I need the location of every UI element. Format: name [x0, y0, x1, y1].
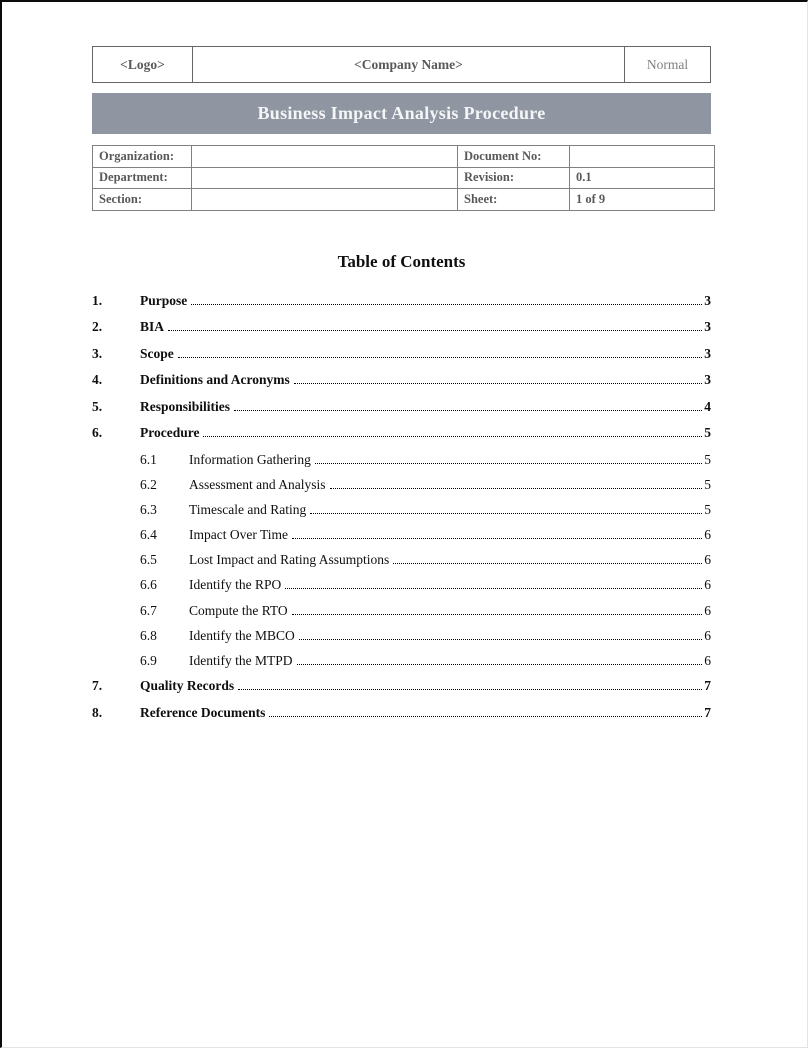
toc-entry-label: Identify the MTPD — [189, 653, 293, 668]
toc-list — [92, 288, 711, 727]
toc-dot-leader — [297, 664, 703, 665]
toc-entry-number: 6.6 — [140, 577, 157, 593]
toc-entry-number: 6.7 — [140, 602, 157, 618]
toc-entry-label: BIA — [140, 319, 165, 334]
page-content — [2, 2, 807, 726]
toc-entry-label: Reference Documents — [140, 704, 266, 720]
section-label: Section: — [93, 189, 192, 211]
toc-entry-page: 6 — [704, 627, 711, 643]
section-value[interactable] — [192, 189, 458, 211]
organization-label: Organization: — [93, 146, 192, 168]
toc-entry[interactable] — [92, 623, 711, 648]
header-table — [92, 46, 711, 83]
toc-dot-leader — [269, 716, 702, 717]
toc-entry-page: 6 — [704, 552, 711, 568]
toc-entry-page: 3 — [704, 372, 711, 387]
toc-entry-number: 1. — [92, 292, 103, 308]
title-banner — [92, 93, 711, 134]
toc-entry-number: 2. — [92, 319, 103, 334]
toc-entry-page: 6 — [704, 577, 711, 593]
toc-entry-number: 6.8 — [140, 627, 157, 643]
toc-entry-number: 6.5 — [140, 552, 157, 568]
toc-dot-leader — [292, 538, 702, 539]
company-name-text: <Company Name> — [354, 56, 463, 72]
toc-entry-page: 6 — [704, 653, 711, 668]
toc-dot-leader — [238, 689, 702, 690]
toc-entry-number: 6.9 — [140, 653, 157, 668]
toc-dot-leader — [330, 488, 703, 489]
toc-entry-label: Impact Over Time — [189, 527, 288, 543]
toc-entry-page: 3 — [704, 345, 711, 361]
toc-entry[interactable] — [92, 420, 711, 447]
document-no-value[interactable] — [570, 146, 715, 168]
toc-entry[interactable] — [92, 341, 711, 368]
toc-entry-label: Identify the MBCO — [189, 627, 295, 643]
toc-entry-number: 5. — [92, 398, 103, 414]
toc-entry-label: Information Gathering — [189, 451, 311, 467]
toc-entry[interactable] — [92, 367, 711, 394]
toc-entry-number: 6. — [92, 425, 103, 440]
toc-entry-label: Scope — [140, 345, 174, 361]
revision-value: 0.1 — [570, 167, 715, 189]
toc-entry-page: 3 — [704, 319, 711, 334]
toc-dot-leader — [285, 588, 702, 589]
company-name-cell — [193, 47, 625, 82]
toc-entry[interactable] — [92, 472, 711, 497]
toc-entry-number: 4. — [92, 372, 103, 387]
toc-dot-leader — [178, 357, 703, 358]
toc-heading: Table of Contents — [337, 251, 466, 271]
toc-entry[interactable] — [92, 314, 711, 341]
toc-entry-page: 5 — [704, 425, 711, 440]
toc-entry-page: 5 — [704, 501, 711, 517]
toc-entry-page: 4 — [704, 398, 711, 414]
department-label: Department: — [93, 167, 192, 189]
toc-entry-label: Definitions and Acronyms — [140, 372, 290, 387]
toc-entry-label: Compute the RTO — [189, 602, 288, 618]
toc-entry-page: 7 — [704, 704, 711, 720]
toc-entry-number: 3. — [92, 345, 103, 361]
toc-dot-leader — [299, 639, 703, 640]
toc-entry-label: Purpose — [140, 292, 188, 308]
toc-dot-leader — [234, 410, 702, 411]
toc-dot-leader — [292, 614, 703, 615]
toc-entry[interactable] — [92, 394, 711, 421]
toc-entry-label: Assessment and Analysis — [189, 476, 326, 492]
toc-entry-number: 6.3 — [140, 501, 157, 517]
toc-entry[interactable] — [92, 497, 711, 522]
toc-entry-label: Procedure — [140, 425, 200, 440]
toc-entry-label: Timescale and Rating — [189, 501, 307, 517]
toc-dot-leader — [191, 304, 702, 305]
toc-entry[interactable] — [92, 673, 711, 700]
classification-cell — [625, 47, 710, 82]
toc-entry-number: 6.2 — [140, 476, 157, 492]
toc-entry-label: Lost Impact and Rating Assumptions — [189, 552, 390, 568]
toc-entry-page: 6 — [704, 602, 711, 618]
toc-entry[interactable] — [92, 547, 711, 572]
info-table — [92, 145, 715, 211]
classification-text: Normal — [646, 56, 689, 72]
department-value[interactable] — [192, 167, 458, 189]
toc-entry-page: 7 — [704, 678, 711, 694]
info-row-organization — [93, 146, 715, 168]
toc-entry[interactable] — [92, 447, 711, 472]
toc-dot-leader — [294, 383, 702, 384]
toc-entry-number: 8. — [92, 704, 103, 720]
toc-entry-label: Responsibilities — [140, 398, 231, 414]
toc-entry[interactable] — [92, 598, 711, 623]
toc-entry-label: Identify the RPO — [189, 577, 282, 593]
sheet-value: 1 of 9 — [570, 189, 715, 211]
document-no-label: Document No: — [458, 146, 570, 168]
toc-dot-leader — [393, 563, 702, 564]
toc-dot-leader — [203, 436, 702, 437]
document-title: Business Impact Analysis Procedure — [257, 103, 546, 123]
toc-dot-leader — [315, 463, 702, 464]
toc-entry-number: 6.1 — [140, 451, 157, 467]
toc-entry-page: 5 — [704, 476, 711, 492]
sheet-label: Sheet: — [458, 189, 570, 211]
toc-entry[interactable] — [92, 288, 711, 315]
toc-entry-page: 5 — [704, 451, 711, 467]
revision-label: Revision: — [458, 167, 570, 189]
toc-entry[interactable] — [92, 700, 711, 727]
toc-entry[interactable] — [92, 522, 711, 547]
toc-entry-page: 6 — [704, 527, 711, 543]
info-row-department — [93, 167, 715, 189]
organization-value[interactable] — [192, 146, 458, 168]
toc-entry-label: Quality Records — [140, 678, 235, 694]
toc-dot-leader — [168, 330, 702, 331]
toc-entry[interactable] — [92, 648, 711, 673]
toc-entry-page: 3 — [704, 292, 711, 308]
toc-entry-number: 6.4 — [140, 527, 157, 543]
toc-entry[interactable] — [92, 572, 711, 597]
toc-dot-leader — [310, 513, 702, 514]
info-row-section — [93, 189, 715, 211]
logo-placeholder-cell — [93, 47, 193, 82]
toc-entry-number: 7. — [92, 678, 103, 694]
logo-placeholder-text: <Logo> — [120, 56, 165, 72]
